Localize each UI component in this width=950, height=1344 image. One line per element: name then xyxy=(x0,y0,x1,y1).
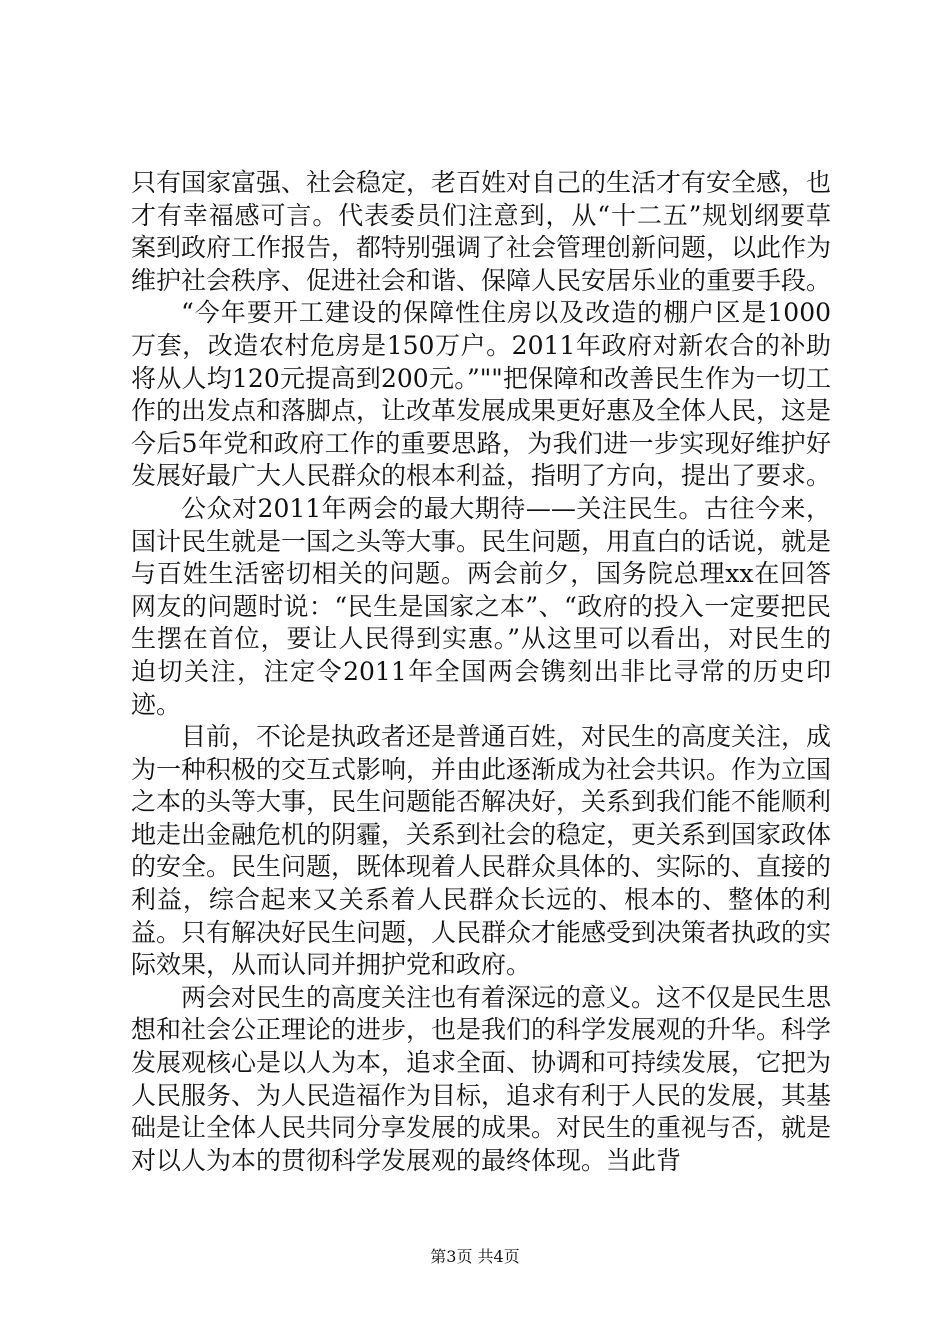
paragraph-4: 目前，不论是执政者还是普通百姓，对民生的高度关注，成为一种积极的交互式影响，并由此逐渐成为社会共识。作为立国之本的头等大事，民生问题能否解决好，关系到我们能不能顺利地走出金融危机的阴霾，关系到社会的稳定，更关系到国家政体的安全。民生问题，既体现着人民群众具体的、实际的、直接的利益，综合起来又关系着人民群众长远的、根本的、整体的利益。只有解决好民生问题，人民群众才能感受到决策者执政的实际效果，从而认同并拥护党和政府。 xyxy=(131,722,832,980)
paragraph-1: 只有国家富强、社会稳定，老百姓对自己的生活才有安全感，也才有幸福感可言。代表委员们注意到，从“十二五”规划纲要草案到政府工作报告，都特别强调了社会管理创新问题，以此作为维护社会秩序、促进社会和谐、保障人民安居乐业的重要手段。 xyxy=(131,168,832,295)
paragraph-3: 公众对2011年两会的最大期待——关注民生。古往今来，国计民生就是一国之头等大事。民生问题，用直白的话说，就是与百姓生活密切相关的问题。两会前夕，国务院总理xx在回答网友的问题时说：“民生是国家之本”、“政府的投入一定要把民生摆在首位，要让人民得到实惠。”从这里可以看出，对民生的迫切关注，注定令2011年全国两会镌刻出非比寻常的历史印迹。 xyxy=(131,493,832,719)
page-footer: 第3页 共4页 xyxy=(430,1247,520,1266)
paragraph-2: “今年要开工建设的保障性住房以及改造的棚户区是1000万套，改造农村危房是150万户。2011年政府对新农合的补助将从人均120元提高到200元。”""把保障和改善民生作为一切工作的出发点和落脚点，让改革发展成果更好惠及全体人民，这是今后5年党和政府工作的重要思路，为我们进一步实现好维护好发展好最广大人民群众的根本利益，指明了方向，提出了要求。 xyxy=(131,298,832,491)
paragraph-5: 两会对民生的高度关注也有着深远的意义。这不仅是民生思想和社会公正理论的进步，也是我们的科学发展观的升华。科学发展观核心是以人为本，追求全面、协调和可持续发展，它把为人民服务、为人民造福作为目标，追求有利于人民的发展，其基础是让全体人民共同分享发展的成果。对民生的重视与否，就是对以人为本的贯彻科学发展观的最终体现。当此背 xyxy=(131,982,832,1175)
document-body xyxy=(131,167,831,1177)
